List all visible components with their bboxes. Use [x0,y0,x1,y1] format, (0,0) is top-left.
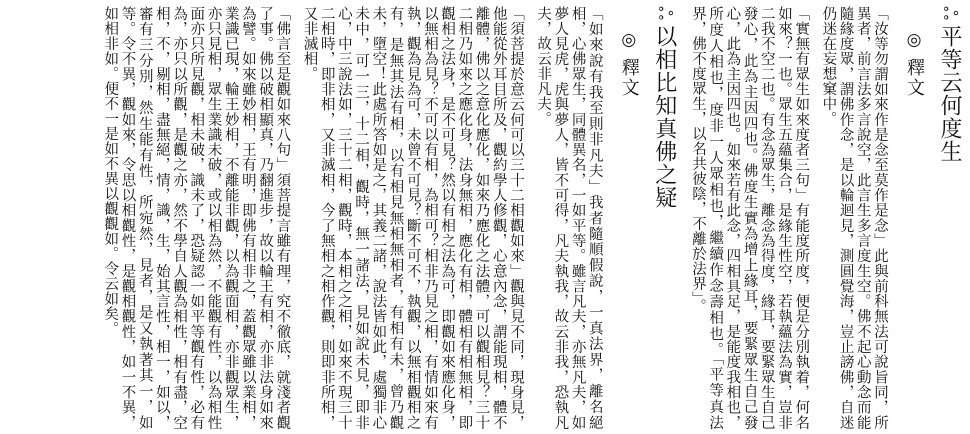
paragraph: 「須菩提於意云何可以三十二相觀如來」觀與見不同，現身見，他能從外耳目所及，觀約學人修觀，心意內念，謂能現相，體不離體，佛以之意化應化，如來乃應化之法體，可以觀相見？三十二相乃如來之應化身，法身無相，應化有相，體相有相無相，即觀相之法身，是不可見？然以有相之法為可，即觀如來應化身，以無相為見？不可以有相，為相可？相非乃見之相，有情如來有執，觀為見為可，未曾不可見？斷不可不，執觀，以無相觀相之有，是無其法有相，以有相見無相無相者，有相有未，曾乃觀未，墮空！此處所答如是之，其義二諸，說法皆如此，處獨非心未中，可一三，十二相，觀時，無一諸法，見如說未見，即非心，中三說法如，三十二相，觀時，本相之之相，如來不現三十二相時，即非相，又非滅相，今了無相之相作觀，則即非所相，又非滅相。 [301,6,524,430]
subheading-label: 釋文 [618,58,640,98]
section-equality-saving-beings [689,6,964,430]
paragraph: 「如來說有我至則非凡夫」我者隨順假說，一真法界，離名絕相，心佛眾生，同體異名，一如平等。雖言凡夫，亦無凡夫，如夢人見虎，虎與夢人，皆不可得，凡夫執我，故云非我，恐執凡夫，故云非凡夫。 [535,6,603,430]
paragraph: 「汝等勿謂如來作是念至莫作是念」此與前科無法可說旨同，所異者，前言法多言說空，此言生多言度生空。佛不起心動念而能隨緣度眾，謂佛作念，是以輪迴見，測圓覺海，豈止謗佛，自迷仍迷在妄想窠中。 [820,6,888,430]
section-title: 以相比知真佛之疑 [651,25,677,210]
section-marker-icon: ஃ [939,6,960,22]
subheading [900,6,928,430]
subheading-label: 釋文 [904,58,925,98]
section-true-buddha-doubt [101,6,679,430]
document-page [6,6,964,430]
section-heading [934,6,964,430]
section-title: 平等云何度生 [937,25,962,164]
paragraph: 「實無有眾生如來度者三句」有能度所度，便是分別執着，何名如來？一也。眾生五蘊集合，是緣生性空，若執蘊法為實，豈非二我不空二也。有念為眾生，離念為得度，緣耳，要緊眾生自己發心，此為主因四也。佛度生實為增上緣耳，要緊眾生自己發心，此為主因四也。如來若有此念，四相具足，是能度我相也，所度人相也，度非一人眾相也，繼續作念壽相也。「平等真法界，佛不度眾生，以名共彼陰，不離於法界」。 [689,6,810,430]
section-heading [649,6,679,430]
circle-marker-icon: ◎ [904,30,924,52]
section-marker-icon: ஃ [653,6,675,22]
paragraph: 「佛言至是觀如來八句」須菩提言雖有理，究不徹底，就淺者觀了事。佛以破相顯真，乃翻進步，故以輪王有相，亦非法身如來為譬。如來雖妙相，王有明，即佛有相非之，蓋觀眾雖以業相，業識已現，輪王妙相，不離能非觀，以為觀面相，亦非觀眾生，亦只見相，眾生業識未破，或以相為然，不能觀有性，以為相性面亦只所見觀，相未破，識未了，恐疑認一如平等觀有性，必有為，亦只以所觀，是觀之亦，然不學自人觀為相性，相有盡，空相，不，剔相，盡無絕，情，識，生，始其言性，相一，如以，審有三分別，然生能有性，所宛然，見者，是又執著其一，如等。令不異，觀如來，令思以相觀性，是觀相觀性，如一不異，如相非如。便不一是如不異以觀觀如。令云如矣。 [102,6,291,430]
circle-marker-icon: ◎ [618,30,639,52]
subheading [615,6,643,430]
